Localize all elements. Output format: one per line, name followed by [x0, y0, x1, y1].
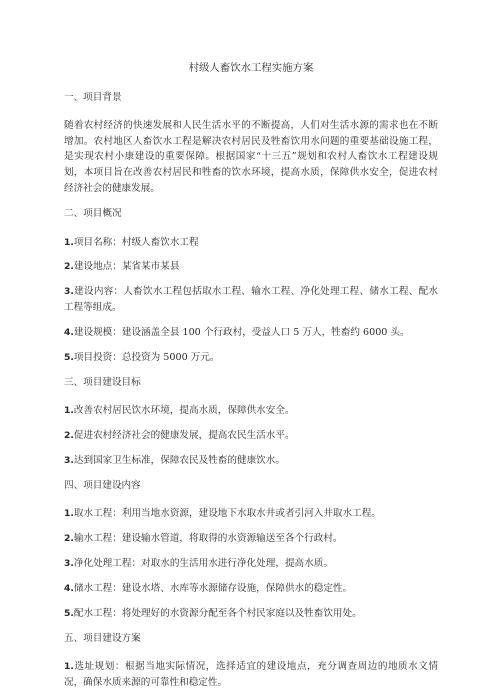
section-heading-content: 四、项目建设内容	[64, 479, 141, 491]
list-item	[64, 325, 438, 341]
item-text: 项目投资：总投资为 5000 万元。	[73, 351, 220, 363]
item-number: 1.	[64, 508, 74, 520]
section-heading-overview: 二、项目概况	[64, 208, 122, 220]
item-text: 选址规划：根据当地实际情况，选择适宜的建设地点，充分调查周边的地质水文情况，确保水质来源的可靠性和稳定性。	[64, 661, 438, 689]
item-number: 1.	[64, 405, 74, 417]
item-number: 3.	[64, 558, 74, 570]
item-number: 1.	[64, 661, 74, 673]
item-number: 2.	[64, 533, 74, 545]
item-text: 改善农村居民饮水环境，提高水质，保障供水安全。	[73, 405, 295, 417]
item-text: 建设地点：某省某市某县	[73, 261, 180, 273]
item-text: 输水工程：建设输水管道，将取得的水资源输送至各个行政村。	[73, 533, 343, 545]
list-item	[64, 284, 438, 315]
item-number: 3.	[64, 286, 74, 298]
list-item	[64, 235, 438, 251]
list-item	[64, 606, 438, 622]
item-text: 取水工程：利用当地水资源，建设地下水取水井或者引河入井取水工程。	[73, 508, 381, 520]
list-item	[64, 350, 438, 366]
list-item	[64, 659, 438, 690]
item-number: 5.	[64, 351, 74, 363]
item-text: 项目名称：村级人畜饮水工程	[73, 236, 199, 248]
list-item	[64, 506, 438, 522]
document-title: 村级人畜饮水工程实施方案	[188, 62, 314, 74]
list-item	[64, 453, 438, 469]
list-item	[64, 531, 438, 547]
section-heading-goals: 三、项目建设目标	[64, 376, 141, 388]
item-number: 5.	[64, 608, 74, 620]
background-paragraph: 随着农村经济的快速发展和人民生活水平的不断提高，人们对生活水源的需求也在不断增加。农村地区人畜饮水工程是解决农村居民及牲畜饮用水问题的重要基础设施工程，是实现农村小康建设的重要保障。根据国家“十三五”规划和农村人畜饮水工程建设规划，本项目旨在改善农村居民和牲畜的饮水环境，提高水质，保障供水安全，促进农村经济社会的健康发展。	[64, 120, 438, 194]
item-number: 2.	[64, 430, 74, 442]
list-item	[64, 556, 438, 572]
item-text: 建设规模：建设涵盖全县 100 个行政村，受益人口 5 万人，牲畜约 6000 头。	[73, 326, 410, 338]
list-item	[64, 403, 438, 419]
section-heading-plan: 五、项目建设方案	[64, 632, 141, 644]
item-text: 储水工程：建设水塔、水库等水源储存设施，保障供水的稳定性。	[73, 583, 353, 595]
item-number: 4.	[64, 583, 74, 595]
item-text: 建设内容：人畜饮水工程包括取水工程、输水工程、净化处理工程、储水工程、配水工程等组成。	[64, 286, 438, 314]
item-number: 4.	[64, 326, 74, 338]
item-text: 促进农村经济社会的健康发展，提高农民生活水平。	[73, 430, 295, 442]
item-text: 达到国家卫生标准，保障农民及牲畜的健康饮水。	[73, 454, 285, 466]
item-text: 净化处理工程：对取水的生活用水进行净化处理，提高水质。	[73, 558, 333, 570]
list-item	[64, 428, 438, 444]
section-heading-background: 一、项目背景	[64, 91, 122, 103]
item-number: 3.	[64, 454, 74, 466]
item-number: 1.	[64, 236, 74, 248]
list-item	[64, 259, 438, 275]
list-item	[64, 581, 438, 597]
item-text: 配水工程：将处理好的水资源分配至各个村民家庭以及牲畜饮用处。	[73, 608, 362, 620]
item-number: 2.	[64, 261, 74, 273]
